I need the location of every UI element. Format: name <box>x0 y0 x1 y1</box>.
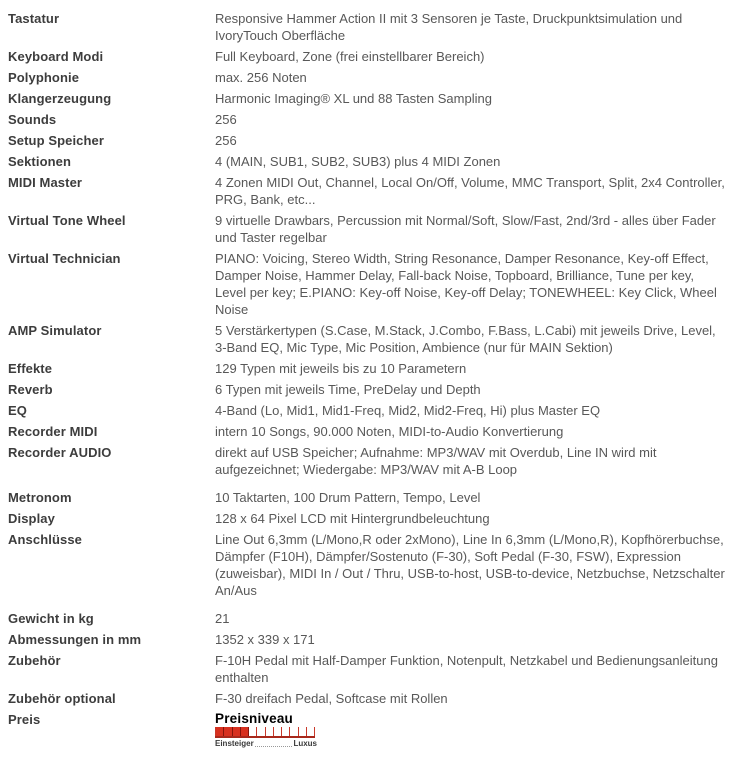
price-scale-segment <box>233 727 241 736</box>
spec-label: Setup Speicher <box>8 133 105 148</box>
spec-label: Sektionen <box>8 154 72 169</box>
spec-label: Zubehör <box>8 653 61 668</box>
spec-label: Zubehör optional <box>8 691 116 706</box>
spec-label: Effekte <box>8 361 53 376</box>
spec-label: Recorder AUDIO <box>8 445 112 460</box>
spec-row <box>8 421 739 442</box>
price-scale-segment <box>290 727 298 736</box>
spec-row <box>8 688 739 709</box>
price-scale-segment <box>249 727 257 736</box>
spec-value: F-10H Pedal mit Half-Damper Funktion, Notenpult, Netzkabel und Bedienungsanleitung enthalten <box>215 653 718 685</box>
spec-row <box>8 608 739 629</box>
price-scale-segment <box>257 727 265 736</box>
spec-label: MIDI Master <box>8 175 83 190</box>
spec-label: Polyphonie <box>8 70 80 85</box>
price-meter-labels <box>215 739 317 748</box>
spec-label: Klangerzeugung <box>8 91 112 106</box>
spec-value: intern 10 Songs, 90.000 Noten, MIDI-to-Audio Konvertierung <box>215 424 564 439</box>
spec-label: Preis <box>8 712 41 727</box>
spec-value: PIANO: Voicing, Stereo Width, String Resonance, Damper Resonance, Key-off Effect, Damper Noise, Hammer Delay, Fall-back Noise, Topboard, Brilliance, Tune per key, Level per key; E.PIANO: Key-off Noise, Key-off Delay; TONEWHEEL: Key Click, Wheel Noise <box>215 251 717 317</box>
spec-row <box>8 210 739 248</box>
price-scale-segment <box>224 727 232 736</box>
price-scale-segment <box>307 727 315 736</box>
spec-label: Keyboard Modi <box>8 49 104 64</box>
spec-value: Full Keyboard, Zone (frei einstellbarer Bereich) <box>215 49 485 64</box>
spec-label: Display <box>8 511 55 526</box>
price-meter-min-label: Einsteiger <box>215 739 254 748</box>
price-meter-title: Preisniveau <box>215 711 293 726</box>
spec-value: 21 <box>215 611 230 626</box>
spec-row <box>8 88 739 109</box>
spec-value: F-30 dreifach Pedal, Softcase mit Rollen <box>215 691 448 706</box>
spec-row <box>8 151 739 172</box>
spec-label: Recorder MIDI <box>8 424 98 439</box>
dotted-connector <box>255 745 293 747</box>
spec-label: Metronom <box>8 490 72 505</box>
spec-row <box>8 508 739 529</box>
spec-value: 9 virtuelle Drawbars, Percussion mit Normal/Soft, Slow/Fast, 2nd/3rd - alles über Fader und Taster regelbar <box>215 213 716 245</box>
price-scale-segment <box>215 727 224 736</box>
price-scale-segment <box>282 727 290 736</box>
spec-row <box>8 8 739 46</box>
spec-label: Reverb <box>8 382 53 397</box>
price-scale-segment <box>266 727 274 736</box>
spec-row <box>8 46 739 67</box>
price-scale-segment <box>241 727 249 736</box>
spec-label: Tastatur <box>8 11 60 26</box>
spec-value: 1352 x 339 x 171 <box>215 632 315 647</box>
spec-label: Anschlüsse <box>8 532 82 547</box>
spec-value: 4-Band (Lo, Mid1, Mid1-Freq, Mid2, Mid2-Freq, Hi) plus Master EQ <box>215 403 601 418</box>
spec-row <box>8 67 739 88</box>
spec-row <box>8 529 739 601</box>
price-scale-segment <box>299 727 307 736</box>
price-meter-scale <box>215 727 315 738</box>
price-scale-segment <box>274 727 282 736</box>
spec-label: Abmessungen in mm <box>8 632 142 647</box>
spec-value: 256 <box>215 112 237 127</box>
spec-label: Sounds <box>8 112 57 127</box>
spec-label: AMP Simulator <box>8 323 102 338</box>
price-meter-max-label: Luxus <box>293 739 317 748</box>
spec-value: direkt auf USB Speicher; Aufnahme: MP3/WAV mit Overdub, Line IN wird mit aufgezeichnet; Wiedergabe: MP3/WAV mit A-B Loop <box>215 445 657 477</box>
spec-row <box>8 400 739 421</box>
spec-value: 4 (MAIN, SUB1, SUB2, SUB3) plus 4 MIDI Zonen <box>215 154 501 169</box>
spec-value: Harmonic Imaging® XL und 88 Tasten Sampling <box>215 91 492 106</box>
spec-value: 256 <box>215 133 237 148</box>
spec-value: 4 Zonen MIDI Out, Channel, Local On/Off, Volume, MMC Transport, Split, 2x4 Controller, PRG, Bank, etc... <box>215 175 725 207</box>
spec-row <box>8 629 739 650</box>
spec-row <box>8 442 739 480</box>
spec-value: 6 Typen mit jeweils Time, PreDelay und Depth <box>215 382 481 397</box>
spec-value: 129 Typen mit jeweils bis zu 10 Parametern <box>215 361 467 376</box>
spec-label: EQ <box>8 403 27 418</box>
spec-value: Responsive Hammer Action II mit 3 Sensoren je Taste, Druckpunktsimulation und IvoryTouch Oberfläche <box>215 11 683 43</box>
spec-row <box>8 358 739 379</box>
spec-value: 128 x 64 Pixel LCD mit Hintergrundbeleuchtung <box>215 511 490 526</box>
spec-value <box>215 711 739 750</box>
spec-value: Line Out 6,3mm (L/Mono,R oder 2xMono), Line In 6,3mm (L/Mono,R), Kopfhörerbuchse, Dämpfer (F10H), Dämpfer/Sostenuto (F-30), Soft Pedal (F-30, FSW), Expression (zuweisbar), MIDI In / Out / Thru, USB-to-host, USB-to-device, Netzbuchse, Netzschalter An/Aus <box>215 532 725 598</box>
spec-label: Gewicht in kg <box>8 611 94 626</box>
spec-row <box>8 320 739 358</box>
spec-row <box>8 130 739 151</box>
spec-row <box>8 650 739 688</box>
spec-label: Virtual Tone Wheel <box>8 213 126 228</box>
spec-row <box>8 109 739 130</box>
spec-row <box>8 487 739 508</box>
spec-row <box>8 172 739 210</box>
spec-row <box>8 709 739 752</box>
price-meter <box>215 711 317 748</box>
spec-value: 10 Taktarten, 100 Drum Pattern, Tempo, Level <box>215 490 481 505</box>
spec-value: max. 256 Noten <box>215 70 307 85</box>
spec-label: Virtual Technician <box>8 251 121 266</box>
spec-value: 5 Verstärkertypen (S.Case, M.Stack, J.Combo, F.Bass, L.Cabi) mit jeweils Drive, Level, 3-Band EQ, Mic Type, Mic Position, Ambience (nur für MAIN Sektion) <box>215 323 716 355</box>
spec-row <box>8 379 739 400</box>
spec-row <box>8 248 739 320</box>
